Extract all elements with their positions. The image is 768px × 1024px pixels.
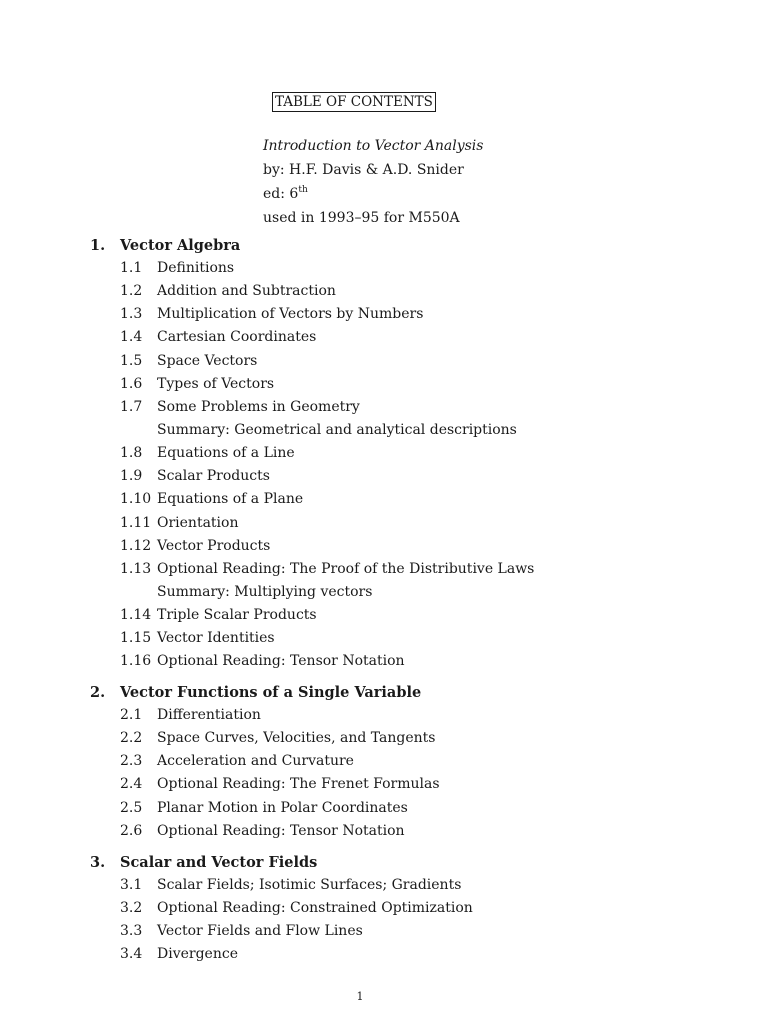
section-title: Triple Scalar Products xyxy=(157,607,317,624)
section-number: 1.14 xyxy=(120,607,152,624)
section-title: Vector Fields and Flow Lines xyxy=(157,923,363,940)
page-title: TABLE OF CONTENTS xyxy=(272,92,436,112)
section-number: 1.12 xyxy=(120,537,152,554)
section-item xyxy=(0,326,768,349)
section-item xyxy=(0,373,768,396)
section-number: 3.2 xyxy=(120,900,143,917)
section-number: 2.5 xyxy=(120,799,143,816)
section-number: 1.8 xyxy=(120,445,143,462)
section-number: 1.11 xyxy=(120,514,152,531)
section-title: Equations of a Line xyxy=(157,445,295,462)
book-usage: used in 1993–95 for M550A xyxy=(263,210,460,226)
section-number: 1.15 xyxy=(120,630,152,647)
section-item xyxy=(0,604,768,627)
section-number: 1.9 xyxy=(120,468,143,485)
section-number: 1.13 xyxy=(120,560,152,577)
section-number: 1.6 xyxy=(120,375,143,392)
section-number: 1.4 xyxy=(120,329,143,346)
chapter-heading xyxy=(0,681,768,704)
book-edition xyxy=(263,182,483,206)
section-title: Differentiation xyxy=(157,707,261,723)
section-item xyxy=(0,535,768,558)
section-item xyxy=(0,820,768,843)
section-title: Optional Reading: The Proof of the Distributive Laws xyxy=(157,560,535,577)
section-item xyxy=(0,704,768,727)
section-number: 1.3 xyxy=(120,306,143,323)
section-title: Divergence xyxy=(157,946,238,963)
chapter-3 xyxy=(0,851,768,967)
section-title: Equations of a Plane xyxy=(157,491,304,508)
section-number: 2.2 xyxy=(120,730,143,747)
section-item xyxy=(0,627,768,650)
section-number: 3.1 xyxy=(120,877,143,893)
section-item xyxy=(0,943,768,966)
section-summary xyxy=(0,419,768,442)
book-info xyxy=(263,134,483,230)
section-title: Summary: Multiplying vectors xyxy=(157,583,373,600)
section-title: Types of Vectors xyxy=(157,375,275,392)
section-item xyxy=(0,280,768,303)
chapter-title: Vector Algebra xyxy=(120,237,241,254)
edition-superscript: th xyxy=(298,185,308,195)
chapter-number: 2. xyxy=(90,684,106,701)
section-item xyxy=(0,558,768,581)
chapter-1 xyxy=(0,234,768,674)
chapter-title: Scalar and Vector Fields xyxy=(120,854,318,871)
section-item xyxy=(0,897,768,920)
section-title: Space Vectors xyxy=(157,352,258,369)
section-item xyxy=(0,512,768,535)
section-item xyxy=(0,442,768,465)
section-number: 1.7 xyxy=(120,398,143,415)
section-title: Optional Reading: Tensor Notation xyxy=(157,822,405,839)
book-authors: by: H.F. Davis & A.D. Snider xyxy=(263,162,464,178)
section-title: Scalar Fields; Isotimic Surfaces; Gradients xyxy=(157,877,462,893)
section-title: Space Curves, Velocities, and Tangents xyxy=(157,730,436,747)
chapter-number: 1. xyxy=(90,237,106,254)
section-number: 3.3 xyxy=(120,923,143,940)
section-item xyxy=(0,303,768,326)
section-title: Some Problems in Geometry xyxy=(157,398,360,415)
section-title: Multiplication of Vectors by Numbers xyxy=(157,306,424,323)
section-number: 3.4 xyxy=(120,946,143,963)
section-title: Vector Identities xyxy=(157,630,275,647)
section-title: Scalar Products xyxy=(157,468,270,485)
section-number: 1.16 xyxy=(120,653,152,670)
section-item xyxy=(0,465,768,488)
section-title: Optional Reading: Constrained Optimization xyxy=(157,900,473,917)
section-title: Summary: Geometrical and analytical descriptions xyxy=(157,421,517,438)
section-item xyxy=(0,727,768,750)
section-item xyxy=(0,396,768,419)
chapter-title: Vector Functions of a Single Variable xyxy=(120,684,422,701)
edition-text: ed: 6 xyxy=(263,186,299,202)
section-item xyxy=(0,650,768,673)
section-number: 2.4 xyxy=(120,776,143,793)
section-number: 1.1 xyxy=(120,260,143,276)
section-title: Cartesian Coordinates xyxy=(157,329,317,346)
chapter-heading xyxy=(0,851,768,874)
book-title: Introduction to Vector Analysis xyxy=(263,138,484,154)
section-title: Vector Products xyxy=(157,537,271,554)
section-item xyxy=(0,350,768,373)
section-number: 2.3 xyxy=(120,753,143,770)
section-title: Definitions xyxy=(157,260,235,276)
section-number: 2.6 xyxy=(120,822,143,839)
section-title: Addition and Subtraction xyxy=(157,283,336,300)
section-item xyxy=(0,797,768,820)
section-title: Orientation xyxy=(157,514,239,531)
section-number: 1.10 xyxy=(120,491,152,508)
chapter-heading xyxy=(0,234,768,257)
section-item xyxy=(0,750,768,773)
section-item xyxy=(0,874,768,897)
section-item xyxy=(0,488,768,511)
chapter-number: 3. xyxy=(90,854,106,871)
section-item xyxy=(0,773,768,796)
page-number: 1 xyxy=(356,990,364,1003)
section-title: Optional Reading: Tensor Notation xyxy=(157,653,405,670)
section-number: 2.1 xyxy=(120,707,143,723)
chapter-2 xyxy=(0,681,768,843)
section-item xyxy=(0,920,768,943)
section-summary xyxy=(0,581,768,604)
section-number: 1.5 xyxy=(120,352,143,369)
section-item xyxy=(0,257,768,280)
section-title: Optional Reading: The Frenet Formulas xyxy=(157,776,440,793)
section-title: Planar Motion in Polar Coordinates xyxy=(157,799,408,816)
section-number: 1.2 xyxy=(120,283,143,300)
section-title: Acceleration and Curvature xyxy=(157,753,354,770)
